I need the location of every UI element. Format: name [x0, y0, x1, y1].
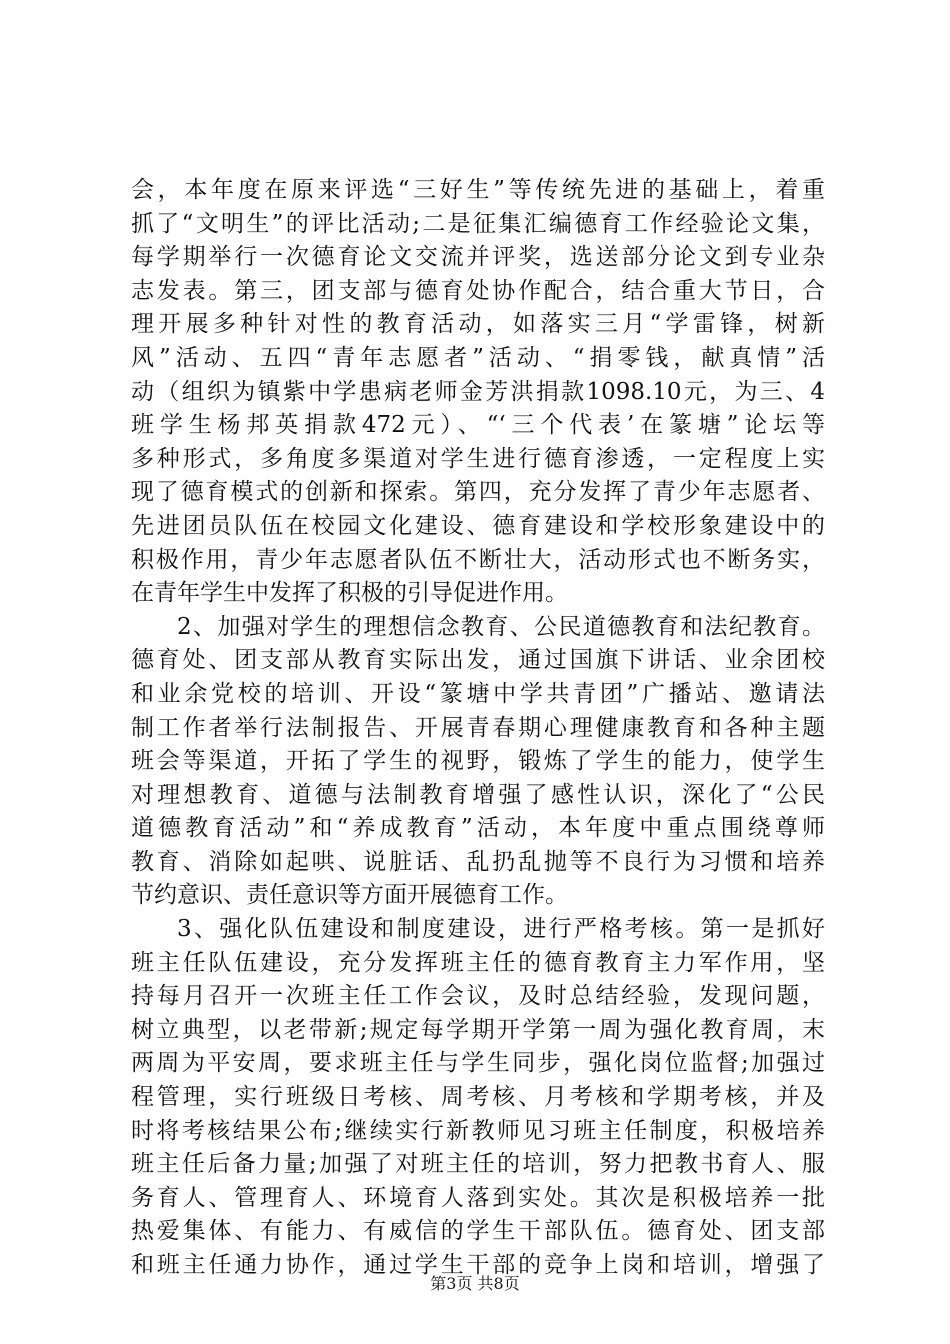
text-line: 理开展多种针对性的教育活动，如落实三月“学雷锋，树新	[131, 311, 825, 338]
text-line: 节约意识、责任意识等方面开展德育工作。	[131, 882, 568, 909]
text-line: 先进团员队伍在校园文化建设、德育建设和学校形象建设中的	[131, 512, 825, 539]
text-line: 3、强化队伍建设和制度建设，进行严格考核。第一是抓好	[177, 916, 825, 943]
text-line: 班主任后备力量;加强了对班主任的培训，努力把教书育人、服	[131, 1151, 825, 1178]
document-body	[131, 174, 825, 1283]
text-line: 动（组织为镇紫中学患病老师金芳洪捐款1098.10元，为三、4	[131, 378, 825, 405]
text-line: 时将考核结果公布;继续实行新教师见习班主任制度，积极培养	[131, 1117, 825, 1144]
text-line: 树立典型，以老带新;规定每学期开学第一周为强化教育周，末	[131, 1016, 825, 1043]
text-line: 风”活动、五四“青年志愿者”活动、“捐零钱，献真情”活	[131, 344, 825, 371]
text-line: 班学生杨邦英捐款472元）、“‘三个代表’在篆塘”论坛等	[131, 412, 825, 439]
text-line: 两周为平安周，要求班主任与学生同步，强化岗位监督;加强过	[131, 1050, 825, 1077]
text-line: 务育人、管理育人、环境育人落到实处。其次是积极培养一批	[131, 1184, 825, 1211]
text-line: 持每月召开一次班主任工作会议，及时总结经验，发现问题，	[131, 983, 825, 1010]
text-line: 每学期举行一次德育论文交流并评奖，选送部分论文到专业杂	[131, 244, 825, 271]
text-line: 教育、消除如起哄、说脏话、乱扔乱抛等不良行为习惯和培养	[131, 848, 825, 875]
text-line: 和业余党校的培训、开设“篆塘中学共青团”广播站、邀请法	[131, 680, 825, 707]
text-line: 2、加强对学生的理想信念教育、公民道德教育和法纪教育。	[177, 613, 825, 640]
text-line: 志发表。第三，团支部与德育处协作配合，结合重大节日，合	[131, 277, 825, 304]
text-line: 班会等渠道，开拓了学生的视野，锻炼了学生的能力，使学生	[131, 748, 825, 775]
text-line: 制工作者举行法制报告、开展青春期心理健康教育和各种主题	[131, 714, 825, 741]
text-line: 积极作用，青少年志愿者队伍不断壮大，活动形式也不断务实，	[131, 546, 825, 573]
text-line: 程管理，实行班级日考核、周考核、月考核和学期考核，并及	[131, 1084, 825, 1111]
text-line: 在青年学生中发挥了积极的引导促进作用。	[131, 580, 568, 607]
page-footer: 第3页 共8页	[430, 1274, 520, 1293]
text-line: 和班主任通力协作，通过学生干部的竞争上岗和培训，增强了	[131, 1252, 825, 1278]
text-line: 多种形式，多角度多渠道对学生进行德育渗透，一定程度上实	[131, 445, 825, 472]
text-line: 道德教育活动”和“养成教育”活动，本年度中重点围绕尊师	[131, 815, 825, 842]
text-line: 抓了“文明生”的评比活动;二是征集汇编德育工作经验论文集，	[131, 210, 825, 237]
text-line: 德育处、团支部从教育实际出发，通过国旗下讲话、业余团校	[131, 647, 825, 674]
text-line: 班主任队伍建设，充分发挥班主任的德育教育主力军作用，坚	[131, 949, 825, 976]
text-line: 热爱集体、有能力、有威信的学生干部队伍。德育处、团支部	[131, 1218, 825, 1245]
text-line: 对理想教育、道德与法制教育增强了感性认识，深化了“公民	[131, 781, 825, 808]
text-line: 会，本年度在原来评选“三好生”等传统先进的基础上，着重	[131, 177, 825, 203]
text-line: 现了德育模式的创新和探索。第四，充分发挥了青少年志愿者、	[131, 479, 825, 506]
